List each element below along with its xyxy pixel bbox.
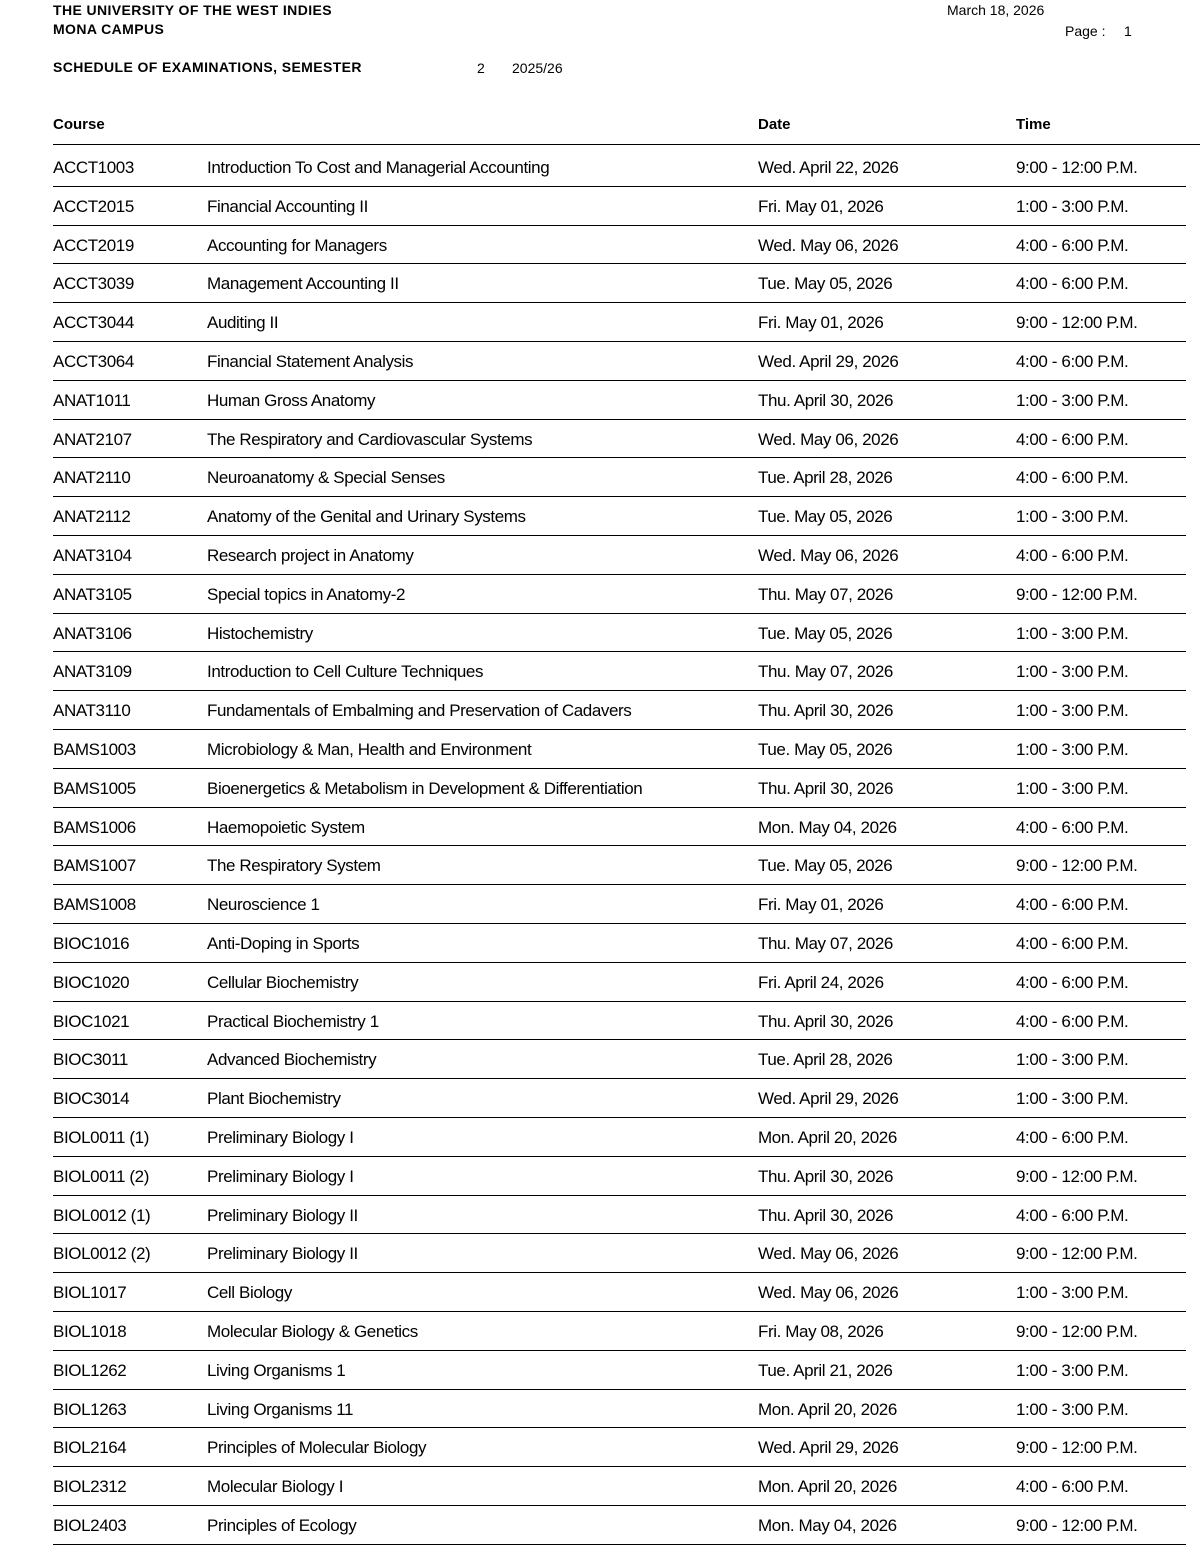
column-header-course: Course xyxy=(53,116,105,133)
course-code-cell: BIOC1016 xyxy=(53,933,130,953)
exam-date-cell: Tue. May 05, 2026 xyxy=(758,739,893,759)
course-code-cell: ACCT3039 xyxy=(53,274,134,294)
exam-date-cell: Fri. April 24, 2026 xyxy=(758,972,884,992)
exam-time-cell: 1:00 - 3:00 P.M. xyxy=(1016,196,1129,216)
course-title-cell: Auditing II xyxy=(207,313,279,333)
table-row xyxy=(53,885,1186,924)
exam-time-cell: 4:00 - 6:00 P.M. xyxy=(1016,1477,1129,1497)
exam-time-cell: 9:00 - 12:00 P.M. xyxy=(1016,584,1138,604)
course-title-cell: The Respiratory System xyxy=(207,856,381,876)
table-row xyxy=(53,420,1186,459)
exam-time-cell: 1:00 - 3:00 P.M. xyxy=(1016,778,1129,798)
exam-time-cell: 4:00 - 6:00 P.M. xyxy=(1016,351,1129,371)
exam-date-cell: Thu. April 30, 2026 xyxy=(758,1011,894,1031)
table-row xyxy=(53,808,1186,847)
course-code-cell: ACCT1003 xyxy=(53,158,134,177)
exam-time-cell: 1:00 - 3:00 P.M. xyxy=(1016,1399,1129,1419)
semester-number: 2 xyxy=(477,60,485,76)
exam-time-cell: 4:00 - 6:00 P.M. xyxy=(1016,1205,1129,1225)
table-row xyxy=(53,1079,1186,1118)
table-row xyxy=(53,846,1186,885)
exam-time-cell: 1:00 - 3:00 P.M. xyxy=(1016,1050,1129,1070)
exam-schedule-table xyxy=(53,148,1186,1545)
table-row xyxy=(53,148,1186,187)
exam-date-cell: Thu. May 07, 2026 xyxy=(758,933,893,953)
course-code-cell: BAMS1006 xyxy=(53,817,136,837)
course-title-cell: Anti-Doping in Sports xyxy=(207,933,360,953)
table-row xyxy=(53,1428,1186,1467)
campus-name: MONA CAMPUS xyxy=(53,21,165,37)
course-title-cell: Living Organisms 11 xyxy=(207,1399,354,1419)
course-code-cell: BIOL0011 (2) xyxy=(53,1166,149,1186)
table-row xyxy=(53,1351,1186,1390)
exam-time-cell: 4:00 - 6:00 P.M. xyxy=(1016,468,1129,488)
table-row xyxy=(53,1118,1186,1157)
course-title-cell: Cell Biology xyxy=(207,1283,292,1303)
course-code-cell: BIOL0012 (2) xyxy=(53,1244,151,1264)
course-title-cell: Management Accounting II xyxy=(207,274,399,294)
course-title-cell: Molecular Biology & Genetics xyxy=(207,1321,418,1341)
exam-date-cell: Thu. April 30, 2026 xyxy=(758,390,894,410)
course-title-cell: The Respiratory and Cardiovascular Systems xyxy=(207,429,533,449)
exam-time-cell: 9:00 - 12:00 P.M. xyxy=(1016,1244,1138,1264)
course-title-cell: Preliminary Biology I xyxy=(207,1166,354,1186)
exam-date-cell: Tue. May 05, 2026 xyxy=(758,274,893,294)
exam-date-cell: Mon. May 04, 2026 xyxy=(758,817,897,837)
course-title-cell: Fundamentals of Embalming and Preservation of Cadavers xyxy=(207,701,632,721)
course-title-cell: Introduction to Cell Culture Techniques xyxy=(207,662,484,682)
course-code-cell: BIOL1262 xyxy=(53,1360,127,1380)
exam-time-cell: 4:00 - 6:00 P.M. xyxy=(1016,1011,1129,1031)
course-title-cell: Living Organisms 1 xyxy=(207,1360,346,1380)
table-row xyxy=(53,1002,1186,1041)
course-code-cell: BIOL2164 xyxy=(53,1438,127,1458)
table-row xyxy=(53,1390,1186,1429)
course-title-cell: Special topics in Anatomy-2 xyxy=(207,584,406,604)
table-row xyxy=(53,187,1186,226)
exam-date-cell: Tue. April 28, 2026 xyxy=(758,468,893,488)
course-title-cell: Preliminary Biology II xyxy=(207,1244,358,1264)
course-title-cell: Neuroscience 1 xyxy=(207,895,320,915)
exam-time-cell: 9:00 - 12:00 P.M. xyxy=(1016,1438,1138,1458)
exam-date-cell: Wed. April 29, 2026 xyxy=(758,351,899,371)
page-label: Page : xyxy=(1065,23,1106,39)
course-code-cell: ANAT3105 xyxy=(53,584,132,604)
course-code-cell: BIOC1021 xyxy=(53,1011,130,1031)
course-code-cell: BIOL0012 (1) xyxy=(53,1205,151,1225)
exam-time-cell: 1:00 - 3:00 P.M. xyxy=(1016,1089,1129,1109)
course-code-cell: ANAT2110 xyxy=(53,468,131,488)
exam-time-cell: 1:00 - 3:00 P.M. xyxy=(1016,739,1129,759)
course-code-cell: BAMS1003 xyxy=(53,739,136,759)
exam-date-cell: Wed. April 29, 2026 xyxy=(758,1089,899,1109)
course-code-cell: ACCT3064 xyxy=(53,351,134,371)
exam-date-cell: Thu. April 30, 2026 xyxy=(758,778,894,798)
course-code-cell: BAMS1007 xyxy=(53,856,136,876)
exam-date-cell: Wed. May 06, 2026 xyxy=(758,1244,899,1264)
exam-date-cell: Fri. May 08, 2026 xyxy=(758,1321,884,1341)
table-row xyxy=(53,1273,1186,1312)
table-row xyxy=(53,614,1186,653)
course-title-cell: Principles of Ecology xyxy=(207,1515,357,1535)
course-title-cell: Neuroanatomy & Special Senses xyxy=(207,468,445,488)
exam-time-cell: 4:00 - 6:00 P.M. xyxy=(1016,1127,1129,1147)
course-code-cell: BAMS1008 xyxy=(53,895,136,915)
course-code-cell: ANAT2112 xyxy=(53,507,131,527)
header-divider xyxy=(53,144,1200,145)
exam-date-cell: Tue. May 05, 2026 xyxy=(758,507,893,527)
table-row xyxy=(53,1157,1186,1196)
exam-date-cell: Wed. May 06, 2026 xyxy=(758,545,899,565)
table-row xyxy=(53,1234,1186,1273)
exam-date-cell: Fri. May 01, 2026 xyxy=(758,196,884,216)
exam-date-cell: Wed. April 22, 2026 xyxy=(758,158,899,177)
course-title-cell: Research project in Anatomy xyxy=(207,545,414,565)
course-code-cell: ACCT2015 xyxy=(53,196,134,216)
exam-time-cell: 4:00 - 6:00 P.M. xyxy=(1016,274,1129,294)
course-code-cell: ANAT2107 xyxy=(53,429,132,449)
exam-time-cell: 4:00 - 6:00 P.M. xyxy=(1016,972,1129,992)
exam-time-cell: 4:00 - 6:00 P.M. xyxy=(1016,895,1129,915)
course-title-cell: Cellular Biochemistry xyxy=(207,972,359,992)
exam-time-cell: 4:00 - 6:00 P.M. xyxy=(1016,429,1129,449)
schedule-title: SCHEDULE OF EXAMINATIONS, SEMESTER xyxy=(53,59,362,75)
exam-time-cell: 4:00 - 6:00 P.M. xyxy=(1016,933,1129,953)
course-title-cell: Practical Biochemistry 1 xyxy=(207,1011,379,1031)
exam-date-cell: Fri. May 01, 2026 xyxy=(758,313,884,333)
course-code-cell: ANAT3109 xyxy=(53,662,132,682)
exam-time-cell: 9:00 - 12:00 P.M. xyxy=(1016,313,1138,333)
table-row xyxy=(53,1506,1186,1545)
course-code-cell: BIOL0011 (1) xyxy=(53,1127,149,1147)
exam-time-cell: 9:00 - 12:00 P.M. xyxy=(1016,158,1138,177)
exam-date-cell: Wed. April 29, 2026 xyxy=(758,1438,899,1458)
exam-date-cell: Thu. April 30, 2026 xyxy=(758,701,894,721)
course-title-cell: Haemopoietic System xyxy=(207,817,365,837)
exam-time-cell: 1:00 - 3:00 P.M. xyxy=(1016,1360,1129,1380)
course-title-cell: Microbiology & Man, Health and Environment xyxy=(207,739,532,759)
exam-time-cell: 9:00 - 12:00 P.M. xyxy=(1016,856,1138,876)
exam-date-cell: Fri. May 01, 2026 xyxy=(758,895,884,915)
column-header-date: Date xyxy=(758,116,791,133)
course-code-cell: BIOC3014 xyxy=(53,1089,130,1109)
course-title-cell: Introduction To Cost and Managerial Accounting xyxy=(207,158,550,177)
exam-date-cell: Tue. April 28, 2026 xyxy=(758,1050,893,1070)
course-code-cell: BIOC1020 xyxy=(53,972,130,992)
course-code-cell: ANAT1011 xyxy=(53,390,131,410)
table-row xyxy=(53,264,1186,303)
course-title-cell: Bioenergetics & Metabolism in Development & Differentiation xyxy=(207,778,643,798)
exam-date-cell: Wed. May 06, 2026 xyxy=(758,235,899,255)
course-title-cell: Histochemistry xyxy=(207,623,313,643)
exam-date-cell: Thu. May 07, 2026 xyxy=(758,662,893,682)
exam-time-cell: 1:00 - 3:00 P.M. xyxy=(1016,623,1129,643)
table-row xyxy=(53,963,1186,1002)
course-code-cell: BAMS1005 xyxy=(53,778,136,798)
table-row xyxy=(53,1467,1186,1506)
course-title-cell: Molecular Biology I xyxy=(207,1477,344,1497)
course-code-cell: ANAT3110 xyxy=(53,701,131,721)
university-name: THE UNIVERSITY OF THE WEST INDIES xyxy=(53,2,332,18)
table-row xyxy=(53,303,1186,342)
exam-time-cell: 1:00 - 3:00 P.M. xyxy=(1016,662,1129,682)
course-code-cell: ACCT3044 xyxy=(53,313,134,333)
academic-year: 2025/26 xyxy=(512,60,563,76)
exam-date-cell: Tue. May 05, 2026 xyxy=(758,623,893,643)
course-code-cell: BIOL1263 xyxy=(53,1399,127,1419)
table-row xyxy=(53,381,1186,420)
course-title-cell: Plant Biochemistry xyxy=(207,1089,341,1109)
column-header-time: Time xyxy=(1016,116,1051,133)
exam-date-cell: Wed. May 06, 2026 xyxy=(758,429,899,449)
table-row xyxy=(53,924,1186,963)
exam-date-cell: Mon. April 20, 2026 xyxy=(758,1477,897,1497)
exam-time-cell: 1:00 - 3:00 P.M. xyxy=(1016,507,1129,527)
course-code-cell: BIOL1017 xyxy=(53,1283,127,1303)
course-title-cell: Advanced Biochemistry xyxy=(207,1050,377,1070)
exam-time-cell: 1:00 - 3:00 P.M. xyxy=(1016,1283,1129,1303)
report-date: March 18, 2026 xyxy=(947,2,1045,18)
exam-time-cell: 1:00 - 3:00 P.M. xyxy=(1016,701,1129,721)
table-row xyxy=(53,1196,1186,1235)
page-number: 1 xyxy=(1124,23,1132,39)
course-title-cell: Financial Accounting II xyxy=(207,196,368,216)
table-row xyxy=(53,730,1186,769)
exam-date-cell: Thu. April 30, 2026 xyxy=(758,1166,894,1186)
exam-time-cell: 4:00 - 6:00 P.M. xyxy=(1016,817,1129,837)
table-row xyxy=(53,342,1186,381)
course-title-cell: Preliminary Biology II xyxy=(207,1205,358,1225)
course-title-cell: Human Gross Anatomy xyxy=(207,390,376,410)
exam-time-cell: 4:00 - 6:00 P.M. xyxy=(1016,235,1129,255)
course-title-cell: Preliminary Biology I xyxy=(207,1127,354,1147)
exam-time-cell: 9:00 - 12:00 P.M. xyxy=(1016,1515,1138,1535)
exam-date-cell: Mon. May 04, 2026 xyxy=(758,1515,897,1535)
exam-date-cell: Mon. April 20, 2026 xyxy=(758,1399,897,1419)
course-code-cell: BIOC3011 xyxy=(53,1050,128,1070)
exam-date-cell: Thu. April 30, 2026 xyxy=(758,1205,894,1225)
table-row xyxy=(53,691,1186,730)
course-code-cell: BIOL2312 xyxy=(53,1477,127,1497)
exam-time-cell: 9:00 - 12:00 P.M. xyxy=(1016,1166,1138,1186)
table-row xyxy=(53,1312,1186,1351)
table-row xyxy=(53,226,1186,265)
exam-date-cell: Mon. April 20, 2026 xyxy=(758,1127,897,1147)
course-title-cell: Financial Statement Analysis xyxy=(207,351,414,371)
table-row xyxy=(53,1040,1186,1079)
course-title-cell: Principles of Molecular Biology xyxy=(207,1438,427,1458)
table-row xyxy=(53,458,1186,497)
course-title-cell: Accounting for Managers xyxy=(207,235,387,255)
exam-date-cell: Tue. April 21, 2026 xyxy=(758,1360,893,1380)
exam-time-cell: 9:00 - 12:00 P.M. xyxy=(1016,1321,1138,1341)
course-code-cell: ACCT2019 xyxy=(53,235,134,255)
course-title-cell: Anatomy of the Genital and Urinary Systems xyxy=(207,507,526,527)
course-code-cell: BIOL2403 xyxy=(53,1515,127,1535)
table-row xyxy=(53,769,1186,808)
course-code-cell: ANAT3104 xyxy=(53,545,132,565)
table-row xyxy=(53,652,1186,691)
table-row xyxy=(53,497,1186,536)
exam-date-cell: Wed. May 06, 2026 xyxy=(758,1283,899,1303)
table-row xyxy=(53,536,1186,575)
course-code-cell: ANAT3106 xyxy=(53,623,132,643)
exam-time-cell: 4:00 - 6:00 P.M. xyxy=(1016,545,1129,565)
exam-time-cell: 1:00 - 3:00 P.M. xyxy=(1016,390,1129,410)
exam-date-cell: Tue. May 05, 2026 xyxy=(758,856,893,876)
exam-date-cell: Thu. May 07, 2026 xyxy=(758,584,893,604)
table-row xyxy=(53,575,1186,614)
course-code-cell: BIOL1018 xyxy=(53,1321,127,1341)
